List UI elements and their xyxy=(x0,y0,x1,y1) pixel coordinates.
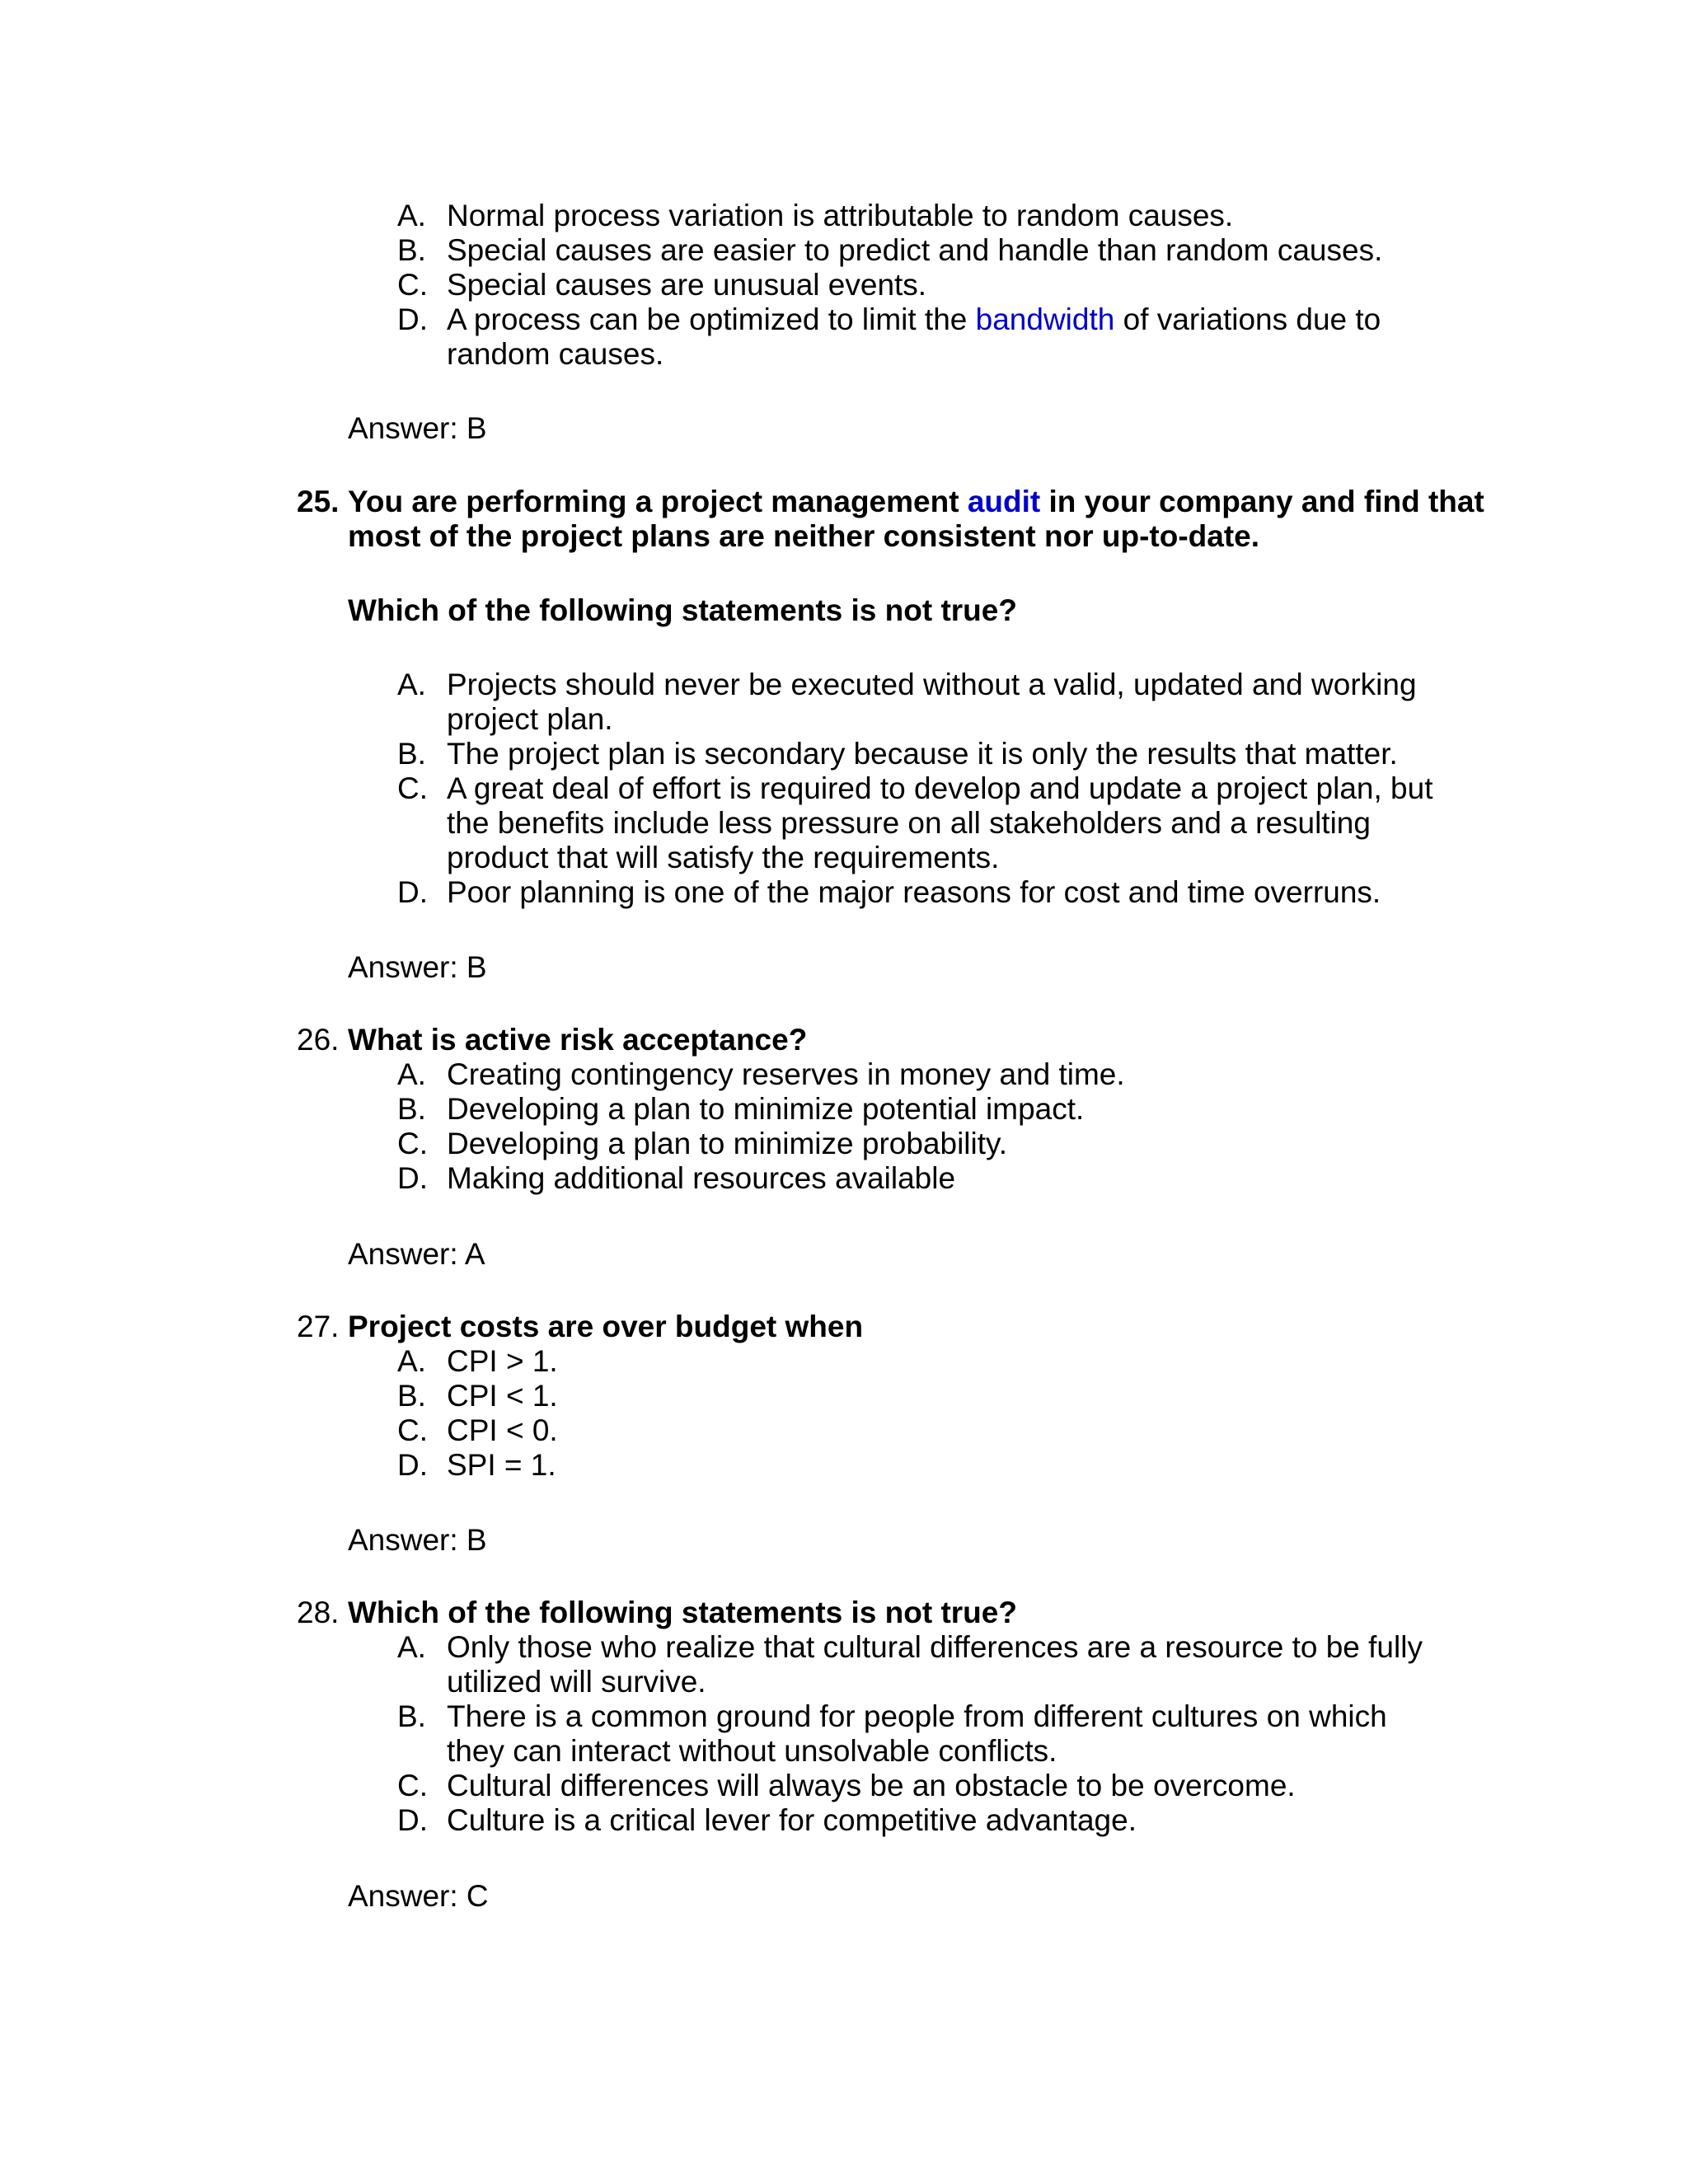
q27-option-c xyxy=(0,1413,1688,1448)
option-letter: C. xyxy=(397,1413,428,1447)
option-letter: D. xyxy=(397,1448,428,1482)
q25-subquestion: Which of the following statements is not true? xyxy=(348,593,1017,627)
option-letter: A. xyxy=(397,1630,426,1664)
option-text: There is a common ground for people from different cultures on which they can interact without unsolvable conflicts. xyxy=(447,1699,1387,1768)
option-text: Only those who realize that cultural differences are a resource to be fully utilized will survive. xyxy=(447,1630,1423,1699)
q27-option-d xyxy=(0,1448,1688,1483)
option-text: CPI < 0. xyxy=(447,1413,558,1447)
q25-option-d xyxy=(0,875,1688,910)
option-letter: C. xyxy=(397,268,428,302)
question-text-post: in your company and find that most of the project plans are neither consistent nor up-to-date. xyxy=(348,485,1484,553)
option-letter: D. xyxy=(397,875,428,909)
option-text: Creating contingency reserves in money and time. xyxy=(447,1057,1125,1091)
q24-option-a xyxy=(0,199,1688,233)
option-letter: C. xyxy=(397,1127,428,1160)
q26-answer: Answer: A xyxy=(348,1237,485,1271)
option-text: Developing a plan to minimize probability. xyxy=(447,1127,1008,1160)
bandwidth-link[interactable]: bandwidth xyxy=(975,302,1115,336)
q27-option-b xyxy=(0,1379,1688,1413)
option-text: Normal process variation is attributable to random causes. xyxy=(447,199,1234,232)
q28-option-b xyxy=(0,1699,1688,1769)
option-letter: B. xyxy=(397,233,426,267)
q28-question xyxy=(297,1596,1451,1630)
q24-option-c xyxy=(0,268,1688,302)
option-letter: B. xyxy=(397,1092,426,1126)
q26-option-c xyxy=(0,1127,1688,1161)
question-number: 26. xyxy=(297,1023,340,1057)
q28-answer: Answer: C xyxy=(348,1879,489,1913)
q25-options xyxy=(0,668,1688,910)
q26-options xyxy=(0,1057,1688,1196)
option-letter: A. xyxy=(397,1344,426,1378)
q28-option-a xyxy=(0,1630,1688,1699)
option-letter: A. xyxy=(397,668,426,701)
question-text: Project costs are over budget when xyxy=(348,1310,864,1343)
option-text-post: of variations due to random causes. xyxy=(447,302,1381,371)
question-text: Which of the following statements is not true? xyxy=(348,1596,1017,1629)
option-letter: A. xyxy=(397,199,426,232)
option-letter: A. xyxy=(397,1057,426,1091)
option-text: Making additional resources available xyxy=(447,1161,956,1195)
option-text: Special causes are easier to predict and handle than random causes. xyxy=(447,233,1383,267)
q26-question xyxy=(297,1023,1451,1057)
option-text: Cultural differences will always be an obstacle to be overcome. xyxy=(447,1769,1296,1802)
q25-option-a xyxy=(0,668,1688,737)
option-letter: C. xyxy=(397,771,428,805)
option-text-pre: A process can be optimized to limit the xyxy=(447,302,976,336)
question-text: What is active risk acceptance? xyxy=(348,1023,808,1057)
q28-option-c xyxy=(0,1769,1688,1803)
q24-options xyxy=(0,199,1688,372)
q25-option-c xyxy=(0,771,1688,875)
option-text: Poor planning is one of the major reasons for cost and time overruns. xyxy=(447,875,1381,909)
option-text: CPI > 1. xyxy=(447,1344,558,1378)
q25-question xyxy=(297,485,1485,554)
option-letter: D. xyxy=(397,302,428,336)
q26-option-d xyxy=(0,1161,1688,1196)
option-text: CPI < 1. xyxy=(447,1379,558,1413)
option-letter: C. xyxy=(397,1769,428,1802)
q25-option-b xyxy=(0,737,1688,771)
q27-option-a xyxy=(0,1344,1688,1379)
q26-option-a xyxy=(0,1057,1688,1092)
option-text: Projects should never be executed without a valid, updated and working project plan. xyxy=(447,668,1417,736)
q28-options xyxy=(0,1630,1688,1838)
q27-question xyxy=(297,1310,1451,1344)
q24-option-b xyxy=(0,233,1688,268)
option-text: Special causes are unusual events. xyxy=(447,268,927,302)
q24-option-d xyxy=(0,302,1688,372)
audit-link[interactable]: audit xyxy=(967,485,1041,518)
option-letter: B. xyxy=(397,1699,426,1733)
q27-answer: Answer: B xyxy=(348,1523,487,1557)
option-text: Culture is a critical lever for competitive advantage. xyxy=(447,1803,1137,1837)
question-text-pre: You are performing a project management xyxy=(348,485,968,518)
option-text: The project plan is secondary because it is only the results that matter. xyxy=(447,737,1398,771)
q25-answer: Answer: B xyxy=(348,950,487,984)
option-letter: B. xyxy=(397,1379,426,1413)
q28-option-d xyxy=(0,1803,1688,1838)
option-text: SPI = 1. xyxy=(447,1448,556,1482)
option-letter: B. xyxy=(397,737,426,771)
option-text: Developing a plan to minimize potential impact. xyxy=(447,1092,1085,1126)
q27-options xyxy=(0,1344,1688,1483)
option-letter: D. xyxy=(397,1803,428,1837)
option-text: A great deal of effort is required to develop and update a project plan, but the benefits include less pressure on all stakeholders and a resulting product that will satisfy the requirements. xyxy=(447,771,1433,874)
option-letter: D. xyxy=(397,1161,428,1195)
question-number: 27. xyxy=(297,1310,340,1343)
question-number: 25. xyxy=(297,485,340,518)
q26-option-b xyxy=(0,1092,1688,1127)
question-number: 28. xyxy=(297,1596,340,1629)
q24-answer: Answer: B xyxy=(348,411,487,445)
